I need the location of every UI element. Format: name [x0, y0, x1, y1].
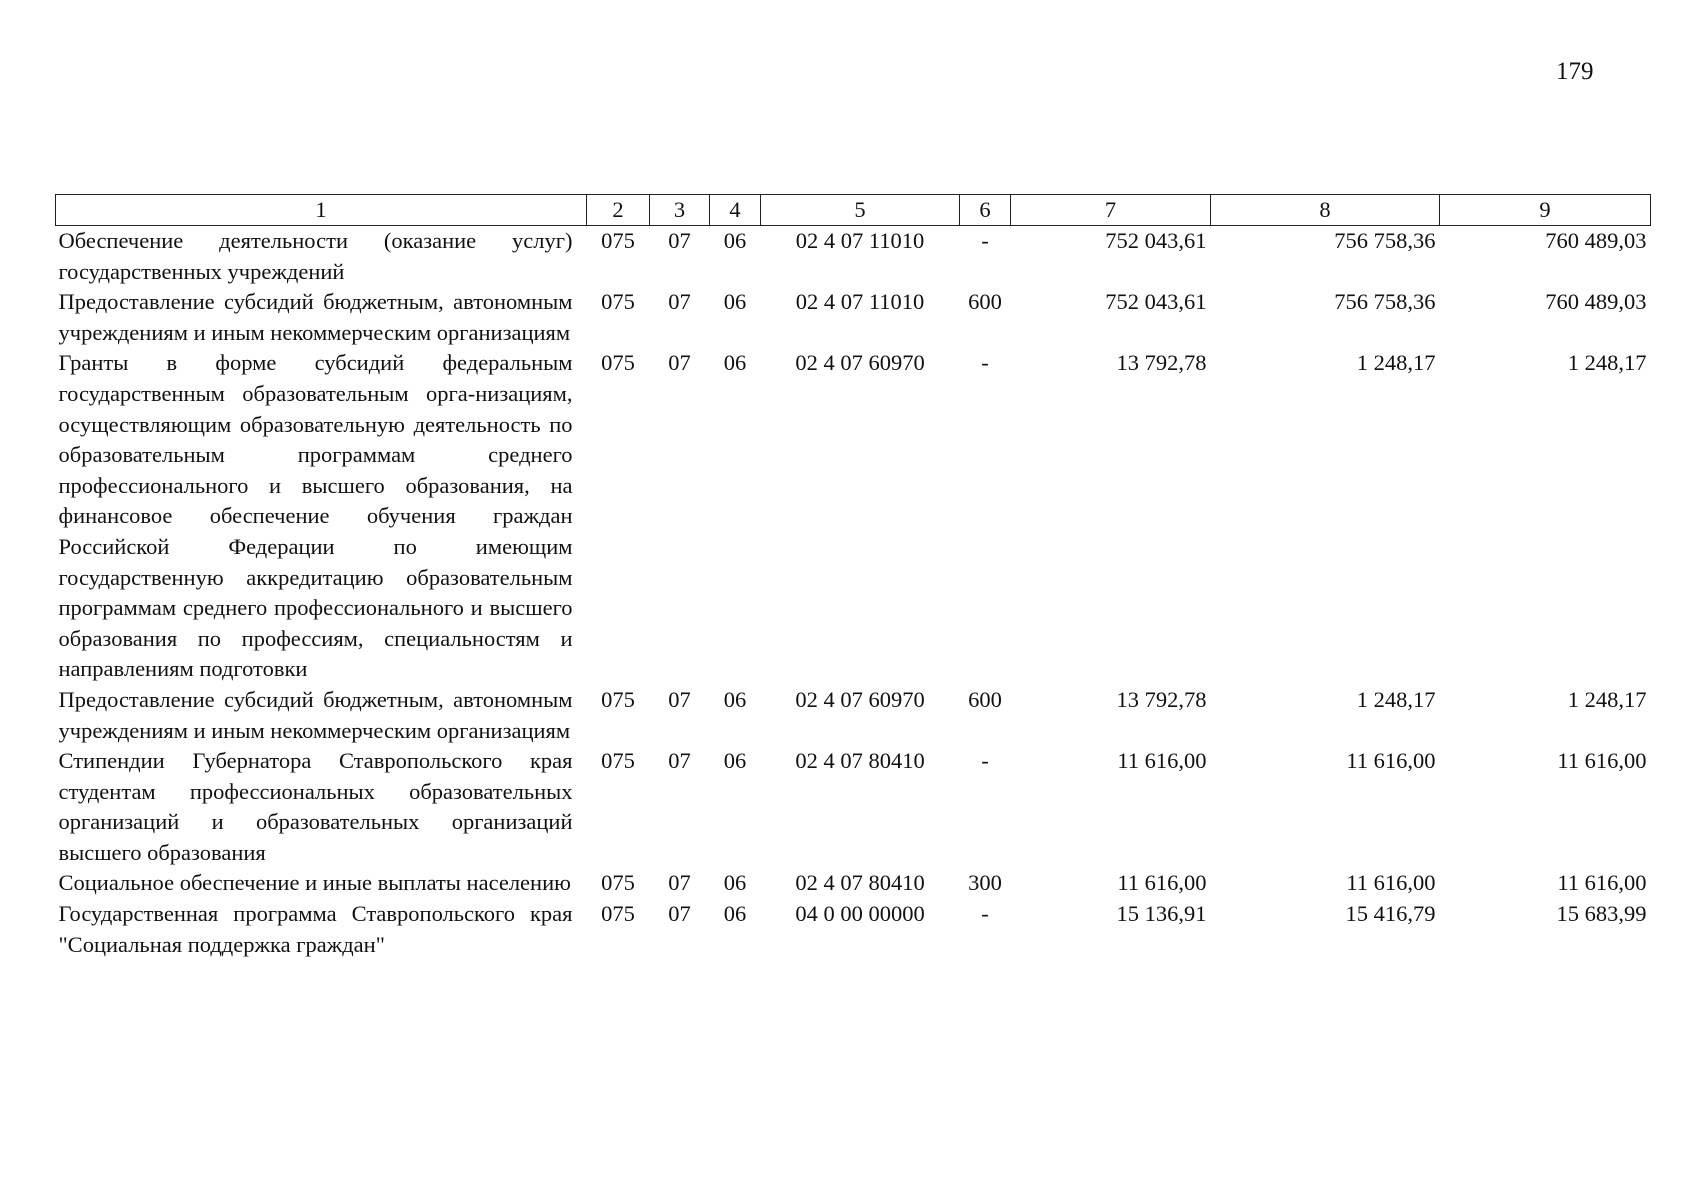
amount-col-8: 756 758,36 — [1334, 228, 1436, 253]
row-description: Стипендии Губернатора Ставропольского края студентам профессиональных образовательных организаций и образовательных организаций высшего образования — [58, 748, 573, 865]
row-description: Гранты в форме субсидий федеральным государственным образовательным орга-низациям, осуществляющим образовательную деятельность по образовательным программам среднего профессионального и высшего образования, на финансовое обеспечение обучения граждан Российской Федерации по имеющим государственную аккредитацию образовательным программам среднего профессионального и высшего образования по профессиям, специальностям и направлениям подготовки — [58, 350, 573, 682]
column-header-2: 2 — [587, 195, 650, 226]
subsection-code: 06 — [723, 228, 747, 253]
table-row — [56, 746, 1651, 868]
expense-type-code: 600 — [968, 289, 1002, 315]
amount-col-7: 11 616,00 — [1117, 748, 1207, 774]
ministry-code: 075 — [601, 901, 635, 927]
section-code: 07 — [668, 748, 691, 774]
amount-col-8: 15 416,79 — [1345, 901, 1436, 927]
row-description: Предоставление субсидий бюджетным, автономным учреждениям и иным некоммерческим организациям — [58, 686, 573, 743]
row-description: Предоставление субсидий бюджетным, автономным учреждениям и иным некоммерческим организациям — [58, 289, 573, 345]
column-header-5: 5 — [761, 195, 960, 226]
amount-col-7: 15 136,91 — [1116, 901, 1207, 927]
amount-col-9: 760 489,03 — [1545, 289, 1647, 315]
ministry-code: 075 — [601, 748, 635, 774]
table-header — [56, 195, 1651, 226]
column-header-7: 7 — [1011, 195, 1211, 226]
target-item-code: 02 4 07 60970 — [795, 686, 925, 712]
ministry-code: 075 — [601, 686, 635, 712]
target-item-code: 02 4 07 11010 — [795, 228, 925, 253]
amount-col-7: 13 792,78 — [1116, 686, 1207, 712]
expense-type-code: 300 — [968, 870, 1002, 896]
column-header-3: 3 — [650, 195, 710, 226]
table-row — [56, 899, 1651, 960]
amount-col-8: 11 616,00 — [1346, 870, 1436, 896]
column-header-1: 1 — [56, 195, 587, 226]
table-body — [56, 226, 1651, 961]
section-code: 07 — [668, 350, 691, 376]
amount-col-7: 752 043,61 — [1105, 289, 1207, 315]
table-row — [56, 348, 1651, 685]
header-row — [56, 195, 1651, 226]
column-header-9: 9 — [1440, 195, 1651, 226]
target-item-code: 04 0 00 00000 — [795, 901, 925, 927]
section-code: 07 — [668, 870, 691, 896]
subsection-code: 06 — [723, 748, 747, 774]
amount-col-8: 1 248,17 — [1356, 350, 1436, 376]
row-description: Обеспечение деятельности (оказание услуг) государственных учреждений — [58, 228, 573, 284]
table-row — [56, 287, 1651, 348]
row-description: Государственная программа Ставропольского края "Социальная поддержка граждан" — [58, 901, 573, 957]
expense-type-code: - — [981, 748, 989, 774]
amount-col-7: 752 043,61 — [1105, 228, 1207, 253]
section-code: 07 — [668, 228, 691, 253]
ministry-code: 075 — [601, 228, 635, 253]
amount-col-7: 11 616,00 — [1117, 870, 1207, 896]
amount-col-9: 11 616,00 — [1557, 748, 1647, 774]
amount-col-8: 756 758,36 — [1334, 289, 1436, 315]
expense-type-code: 600 — [968, 686, 1002, 712]
target-item-code: 02 4 07 80410 — [795, 748, 925, 774]
page-number: 179 — [1556, 58, 1594, 85]
ministry-code: 075 — [601, 350, 635, 376]
subsection-code: 06 — [723, 289, 747, 315]
table-row — [56, 226, 1651, 288]
subsection-code: 06 — [723, 350, 747, 376]
amount-col-7: 13 792,78 — [1116, 350, 1207, 376]
section-code: 07 — [668, 686, 691, 712]
target-item-code: 02 4 07 80410 — [795, 870, 925, 896]
ministry-code: 075 — [601, 870, 635, 896]
amount-col-9: 1 248,17 — [1567, 350, 1647, 376]
target-item-code: 02 4 07 60970 — [795, 350, 925, 376]
row-description: Социальное обеспечение и иные выплаты населению — [58, 870, 571, 896]
column-header-8: 8 — [1211, 195, 1440, 226]
target-item-code: 02 4 07 11010 — [795, 289, 925, 315]
table-row — [56, 685, 1651, 746]
expense-type-code: - — [981, 228, 989, 253]
section-code: 07 — [668, 289, 691, 315]
subsection-code: 06 — [723, 901, 747, 927]
amount-col-9: 11 616,00 — [1557, 870, 1647, 896]
subsection-code: 06 — [723, 686, 747, 712]
table-row — [56, 868, 1651, 899]
amount-col-9: 1 248,17 — [1567, 686, 1647, 712]
amount-col-9: 760 489,03 — [1545, 228, 1647, 253]
budget-table — [55, 194, 1651, 960]
amount-col-8: 1 248,17 — [1356, 686, 1436, 712]
section-code: 07 — [668, 901, 691, 927]
column-header-6: 6 — [960, 195, 1011, 226]
subsection-code: 06 — [723, 870, 747, 896]
amount-col-8: 11 616,00 — [1346, 748, 1436, 774]
expense-type-code: - — [981, 901, 989, 927]
column-header-4: 4 — [710, 195, 761, 226]
expense-type-code: - — [981, 350, 989, 376]
ministry-code: 075 — [601, 289, 635, 315]
amount-col-9: 15 683,99 — [1556, 901, 1647, 927]
